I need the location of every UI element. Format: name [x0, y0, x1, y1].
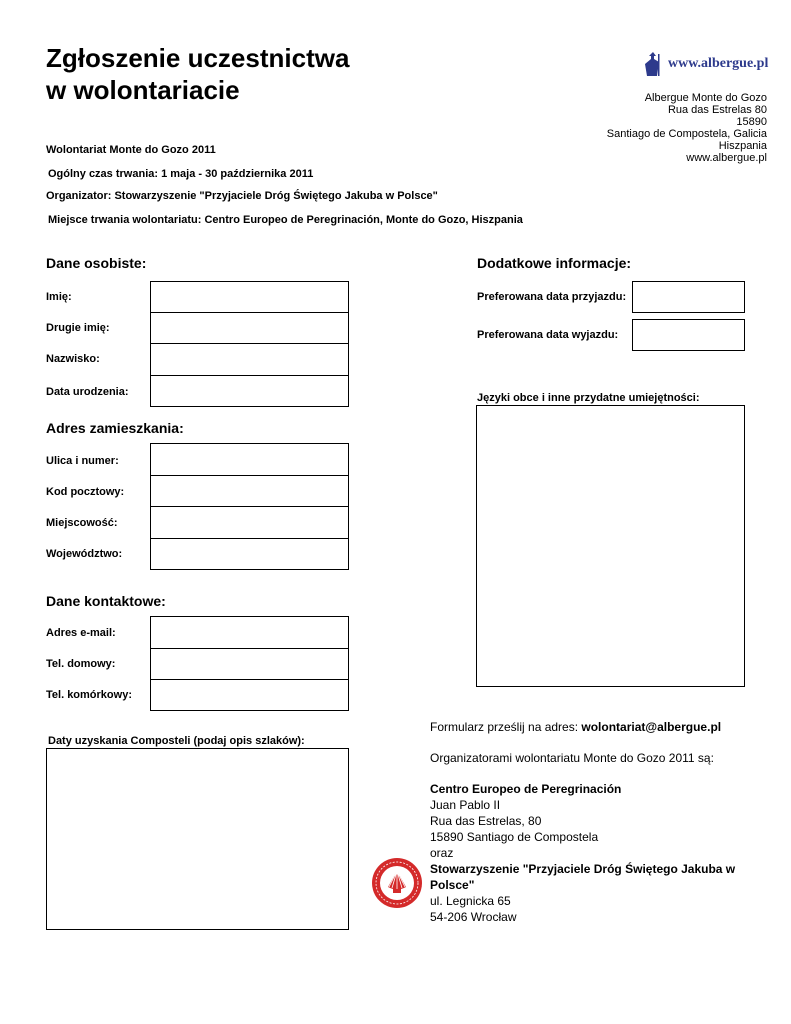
email-label: Adres e-mail: — [46, 627, 116, 639]
province-field[interactable] — [150, 538, 349, 570]
arrival-date-field[interactable] — [632, 281, 745, 313]
logo-text: www.albergue.pl — [668, 56, 769, 71]
additional-heading: Dodatkowe informacje: — [477, 255, 632, 271]
submit-prefix: Formularz prześlij na adres: — [430, 720, 582, 734]
compostela-textarea[interactable] — [46, 748, 349, 930]
middle-name-field[interactable] — [150, 312, 349, 344]
departure-date-field[interactable] — [632, 319, 745, 351]
birth-date-field[interactable] — [150, 375, 349, 407]
organizers-block — [430, 781, 735, 925]
submit-instruction — [430, 719, 721, 735]
middle-name-label: Drugie imię: — [46, 322, 110, 334]
birth-date-label: Data urodzenia: — [46, 386, 129, 398]
organizers-conjunction: oraz — [430, 846, 454, 860]
org1-line: Rua das Estrelas, 80 — [430, 814, 542, 828]
languages-textarea[interactable] — [476, 405, 745, 687]
program-name: Wolontariat Monte do Gozo 2011 — [46, 144, 216, 156]
address-block — [607, 92, 767, 164]
contact-heading: Dane kontaktowe: — [46, 593, 166, 609]
languages-label: Języki obce i inne przydatne umiejętności: — [477, 392, 700, 404]
org2-name-line: Polsce" — [430, 878, 475, 892]
mobile-phone-label: Tel. komórkowy: — [46, 689, 132, 701]
albergue-logo — [641, 50, 768, 78]
postal-code-field[interactable] — [150, 475, 349, 507]
city-field[interactable] — [150, 506, 349, 539]
org1-name: Centro Europeo de Peregrinación — [430, 782, 622, 796]
org1-line: 15890 Santiago de Compostela — [430, 830, 599, 844]
submit-email[interactable]: wolontariat@albergue.pl — [581, 720, 722, 734]
org2-name-line: Stowarzyszenie "Przyjaciele Dróg Świętego Jakuba w — [430, 862, 736, 876]
street-field[interactable] — [150, 443, 349, 476]
address-heading: Adres zamieszkania: — [46, 420, 184, 436]
org2-line: ul. Legnicka 65 — [430, 894, 511, 908]
arrival-date-label: Preferowana data przyjazdu: — [477, 291, 627, 303]
program-place: Miejsce trwania wolontariatu: Centro Europeo de Peregrinación, Monte do Gozo, Hiszpania — [48, 214, 523, 226]
title-line-2: w wolontariacie — [46, 75, 240, 105]
email-field[interactable] — [150, 616, 349, 649]
page-title — [46, 42, 349, 106]
org1-line: Juan Pablo II — [430, 798, 501, 812]
personal-heading: Dane osobiste: — [46, 255, 147, 271]
mobile-phone-field[interactable] — [150, 679, 349, 711]
address-line: Rua das Estrelas 80 — [667, 104, 767, 116]
address-line: Santiago de Compostela, Galicia — [606, 128, 767, 140]
program-organizer: Organizator: Stowarzyszenie "Przyjaciele Dróg Świętego Jakuba w Polsce" — [46, 190, 438, 202]
postal-code-label: Kod pocztowy: — [46, 486, 125, 498]
province-label: Województwo: — [46, 548, 123, 560]
address-website: www.albergue.pl — [686, 152, 767, 164]
city-label: Miejscowość: — [46, 517, 118, 529]
address-line: 15890 — [736, 116, 767, 128]
pilgrim-logo-icon — [641, 50, 665, 78]
org2-line: 54-206 Wrocław — [430, 910, 517, 924]
first-name-label: Imię: — [46, 291, 72, 303]
association-seal-icon — [370, 856, 424, 910]
organizers-intro: Organizatorami wolontariatu Monte do Gozo 2011 są: — [430, 751, 714, 765]
home-phone-label: Tel. domowy: — [46, 658, 116, 670]
departure-date-label: Preferowana data wyjazdu: — [477, 329, 619, 341]
last-name-field[interactable] — [150, 343, 349, 376]
address-line: Hiszpania — [718, 140, 767, 152]
street-label: Ulica i numer: — [46, 455, 119, 467]
title-line-1: Zgłoszenie uczestnictwa — [46, 43, 350, 73]
last-name-label: Nazwisko: — [46, 353, 100, 365]
program-duration: Ogólny czas trwania: 1 maja - 30 października 2011 — [48, 168, 314, 180]
home-phone-field[interactable] — [150, 648, 349, 680]
address-line: Albergue Monte do Gozo — [644, 92, 767, 104]
first-name-field[interactable] — [150, 281, 349, 313]
compostela-label: Daty uzyskania Composteli (podaj opis szlaków): — [48, 735, 305, 747]
